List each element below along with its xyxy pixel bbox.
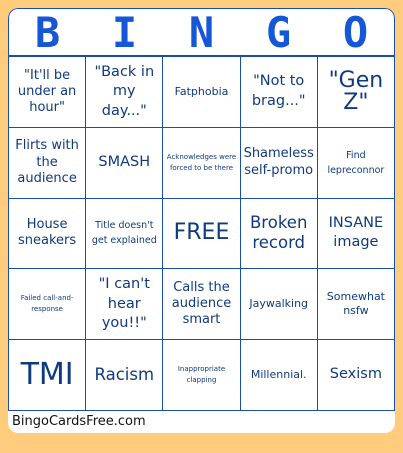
bingo-cell[interactable]: SMASH xyxy=(86,128,163,199)
bingo-cell[interactable]: Acknowledges were forced to be there xyxy=(163,128,240,199)
bingo-cell[interactable]: Sexism xyxy=(318,340,395,411)
bingo-cell[interactable]: Racism xyxy=(86,340,163,411)
free-space-cell[interactable]: FREE xyxy=(163,199,240,270)
bingo-cell[interactable]: Millennial. xyxy=(241,340,318,411)
bingo-card xyxy=(8,8,395,433)
bingo-grid xyxy=(8,56,395,411)
header-letter-i: I xyxy=(111,8,138,57)
bingo-cell[interactable]: House sneakers xyxy=(9,199,86,270)
bingo-cell[interactable]: Failed call-and-response xyxy=(9,269,86,340)
header-letter-o: O xyxy=(342,8,369,57)
header-letter-g: G xyxy=(265,8,292,57)
header-letter-n: N xyxy=(188,8,215,57)
bingo-cell[interactable]: Shameless self-promo xyxy=(241,128,318,199)
bingo-cell[interactable]: "Back in my day..." xyxy=(86,57,163,128)
bingo-cell[interactable]: Calls the audience smart xyxy=(163,269,240,340)
bingo-cell[interactable]: Somewhat nsfw xyxy=(318,269,395,340)
bingo-cell[interactable]: Fatphobia xyxy=(163,57,240,128)
bingo-cell[interactable]: TMI xyxy=(9,340,86,411)
bingo-cell[interactable]: INSANE image xyxy=(318,199,395,270)
bingo-cell[interactable]: "Not to brag..." xyxy=(241,57,318,128)
bingo-cell[interactable]: Title doesn't get explained xyxy=(86,199,163,270)
bingo-header xyxy=(8,8,395,56)
header-letter-b: B xyxy=(34,8,61,57)
bingo-cell[interactable]: Find lepreconnor xyxy=(318,128,395,199)
bingo-cell[interactable]: Flirts with the audience xyxy=(9,128,86,199)
bingo-cell[interactable]: Jaywalking xyxy=(241,269,318,340)
bingo-cell[interactable]: Inappropriate clapping xyxy=(163,340,240,411)
bingo-cell[interactable]: "I can't hear you!!" xyxy=(86,269,163,340)
bingo-cell[interactable]: "It'll be under an hour" xyxy=(9,57,86,128)
bingo-cell[interactable]: "Gen Z" xyxy=(318,57,395,128)
bingo-cell[interactable]: Broken record xyxy=(241,199,318,270)
site-brand-label: BingoCardsFree.com xyxy=(12,414,146,429)
